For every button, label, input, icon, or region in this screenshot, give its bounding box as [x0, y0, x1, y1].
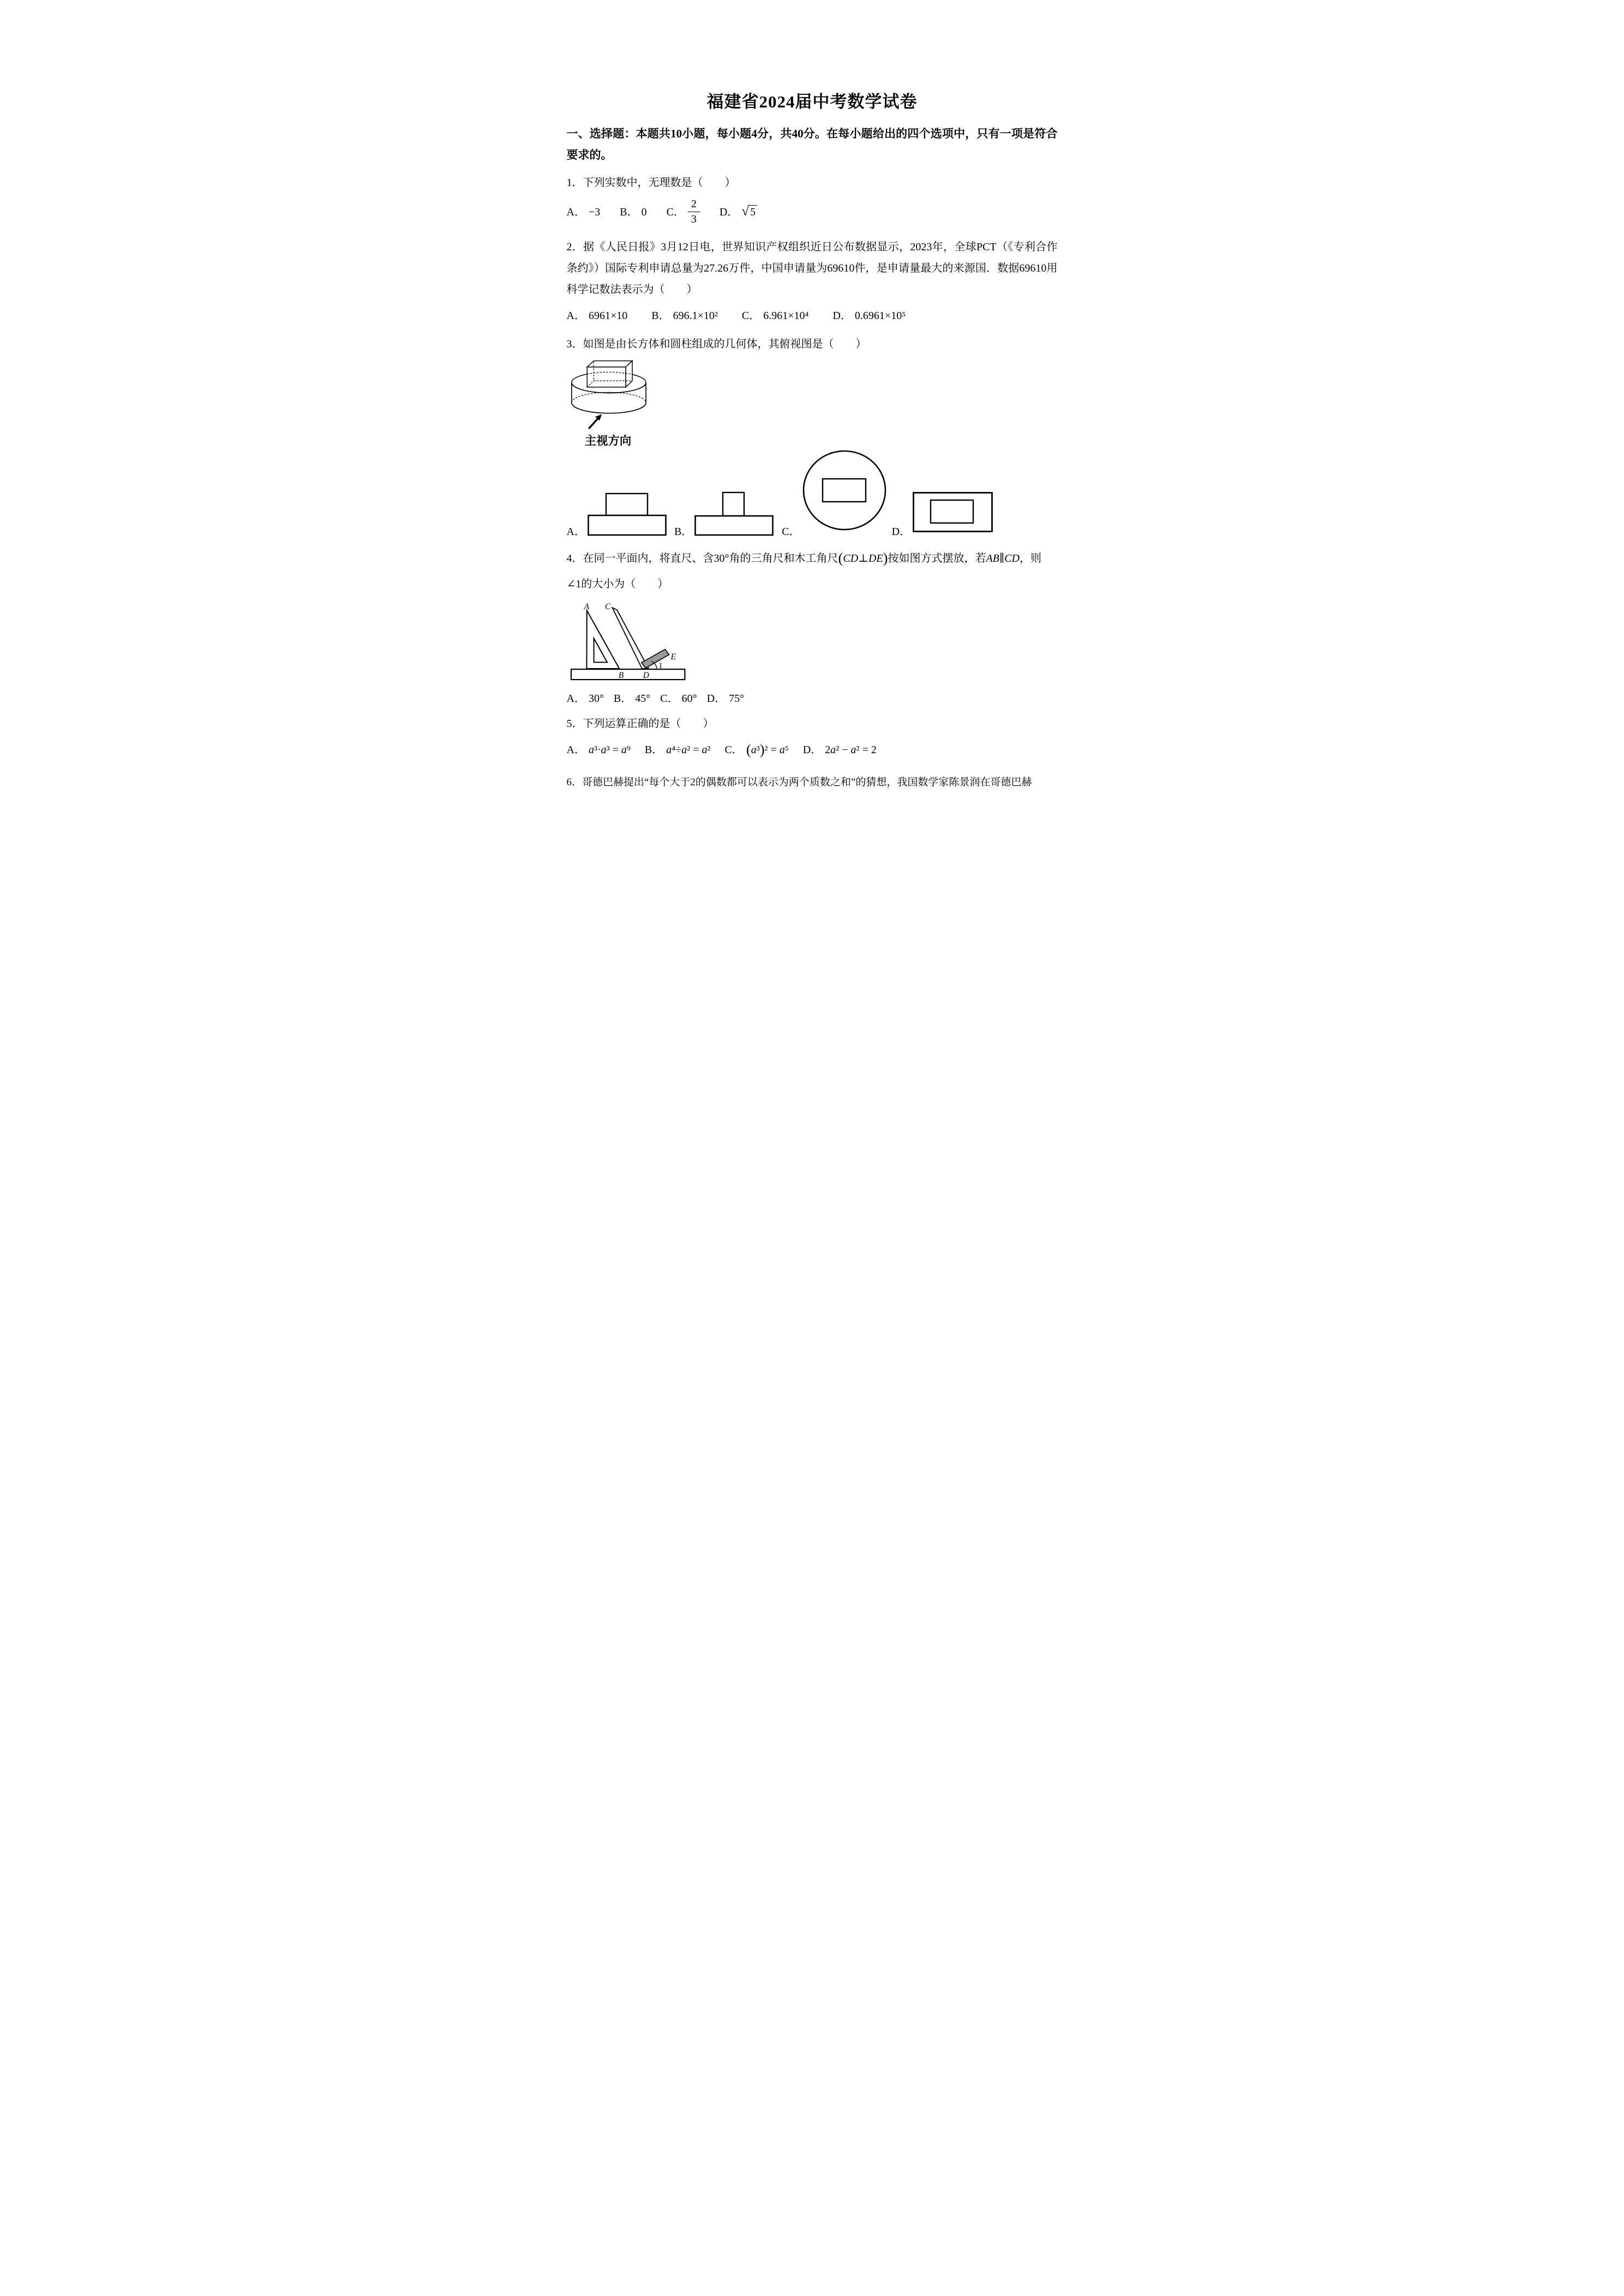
q3-solid-figure — [571, 359, 1058, 448]
option-label: A． — [566, 526, 585, 538]
q1-options — [567, 196, 1058, 228]
option-label: B． — [651, 310, 670, 322]
q2-options — [567, 306, 1058, 326]
cylinder-top-rim — [571, 374, 586, 382]
option-label: D． — [706, 693, 726, 705]
q5-option-c — [724, 740, 788, 760]
option-label: C． — [660, 693, 679, 705]
inner-rect — [823, 479, 866, 502]
option-value: 30° — [588, 693, 604, 705]
option-label: B． — [613, 693, 632, 705]
q4-option-b — [614, 689, 650, 708]
q1-option-a — [567, 202, 601, 222]
option-value: 696.1×10² — [673, 310, 718, 322]
small-rect — [606, 494, 648, 515]
option-label: D． — [719, 206, 739, 218]
q1-option-c — [667, 196, 700, 228]
option-label: C． — [724, 744, 743, 756]
q2-option-a — [567, 306, 628, 326]
q4-stem-line1: 4．在同一平面内，将直尺、含30°角的三角尺和木工角尺(CD⊥DE)按如图方式摆放，若AB∥CD，则 — [566, 550, 1041, 566]
q6-stem: 6．哥德巴赫提出“每个大于2的偶数都可以表示为两个质数之和”的猜想，我国数学家陈景润在哥德巴赫 — [566, 777, 1032, 788]
option-label: D． — [832, 310, 852, 322]
q1-stem: 1．下列实数中，无理数是（ ） — [566, 177, 736, 189]
option-label: A． — [566, 310, 585, 322]
base-rect — [696, 516, 773, 535]
option-value: 6.961×10⁴ — [763, 310, 809, 322]
q5-options — [567, 740, 1058, 760]
top-view-option-b — [694, 491, 774, 536]
base-rect — [588, 515, 666, 535]
vertex-label-A: A — [584, 602, 589, 611]
vertex-label-C: C — [604, 602, 610, 611]
q2-option-b — [651, 306, 718, 326]
ruler-triangle-figure — [570, 602, 686, 681]
q5-option-d — [803, 740, 877, 760]
view-direction-label: 主视方向 — [584, 434, 631, 448]
cuboid-front-face — [587, 367, 626, 387]
top-view-option-c — [802, 450, 886, 531]
q4-options — [567, 689, 1058, 708]
option-label: A． — [566, 693, 585, 705]
option-label: B． — [620, 206, 638, 218]
top-view-option-a — [588, 492, 667, 536]
q4-figure — [570, 602, 1058, 681]
q4-option-a — [567, 689, 604, 708]
option-value: 75° — [729, 693, 745, 705]
option-value: 2a² − a² = 2 — [825, 744, 877, 756]
q4-stem-line2: ∠1的大小为（ ） — [566, 578, 669, 590]
option-label: D． — [802, 744, 822, 756]
slanted-ruler — [612, 608, 648, 669]
exam-page — [512, 0, 1112, 849]
option-value: a³·a³ = a⁹ — [588, 744, 631, 756]
option-value: 45° — [635, 693, 651, 705]
vertex-label-E: E — [670, 652, 676, 662]
option-value: a⁴÷a² = a² — [666, 744, 711, 756]
q3-stem: 3．如图是由长方体和圆柱组成的几何体，其俯视图是（ ） — [566, 338, 867, 350]
radicand: 5 — [748, 205, 757, 219]
straightedge-ruler — [571, 669, 684, 680]
fraction-denominator: 3 — [691, 213, 697, 225]
q5-stem: 5．下列运算正确的是（ ） — [566, 718, 714, 730]
option-label: B． — [674, 526, 693, 538]
q4-option-d — [707, 689, 744, 708]
option-label: C． — [666, 206, 685, 218]
option-value: 6961×10 — [588, 310, 628, 322]
q1-option-b — [620, 202, 646, 222]
fraction — [688, 198, 700, 226]
option-label: C． — [741, 310, 760, 322]
option-label: A． — [566, 744, 585, 756]
q3-options — [567, 450, 1058, 538]
cylinder-bottom-rim — [571, 403, 645, 413]
option-label: D． — [891, 526, 911, 538]
section-heading: 一、选择题：本题共10小题，每小题4分，共40分。在每小题给出的四个选项中，只有一项是符合要求的。 — [566, 127, 1058, 161]
option-label: C． — [782, 526, 800, 538]
vertex-label-D: D — [643, 671, 649, 681]
q2-option-c — [742, 306, 809, 326]
q1-option-d — [720, 202, 757, 222]
square-root — [741, 205, 757, 219]
q4-option-c — [660, 689, 697, 708]
option-value: −3 — [588, 206, 601, 218]
radical-sign: √ — [741, 204, 750, 219]
carpenter-square — [641, 650, 669, 668]
q5-option-a — [567, 740, 631, 760]
angle-label-1: 1 — [658, 661, 663, 670]
option-value: 0.6961×10⁵ — [854, 310, 906, 322]
vertex-label-B: B — [618, 671, 624, 681]
inner-rect — [931, 500, 973, 523]
top-view-option-d — [913, 492, 993, 532]
option-value: (a³)² = a⁵ — [746, 741, 789, 758]
cylinder-bottom-hidden-rim — [571, 392, 645, 402]
fraction-numerator: 2 — [688, 198, 700, 212]
q2-stem: 2．据《人民日报》3月12日电，世界知识产权组织近日公布数据显示，2023年，全球PCT（《专利合作条约》）国际专利申请总量为27.26万件，中国申请量为69610件，是申请量最大的来源国．数据69610用科学记数法表示为（ ） — [566, 241, 1058, 296]
option-value: 0 — [641, 206, 647, 218]
view-direction-arrow — [589, 418, 598, 429]
cylinder-cuboid-figure — [571, 359, 647, 448]
cylinder-top-rim — [632, 375, 646, 383]
option-label: A． — [566, 206, 585, 218]
small-rect — [723, 492, 744, 516]
option-value: 60° — [681, 693, 697, 705]
q5-option-b — [645, 740, 711, 760]
q2-option-d — [832, 306, 906, 326]
page-title: 福建省2024届中考数学试卷 — [706, 92, 918, 111]
option-label: B． — [644, 744, 663, 756]
